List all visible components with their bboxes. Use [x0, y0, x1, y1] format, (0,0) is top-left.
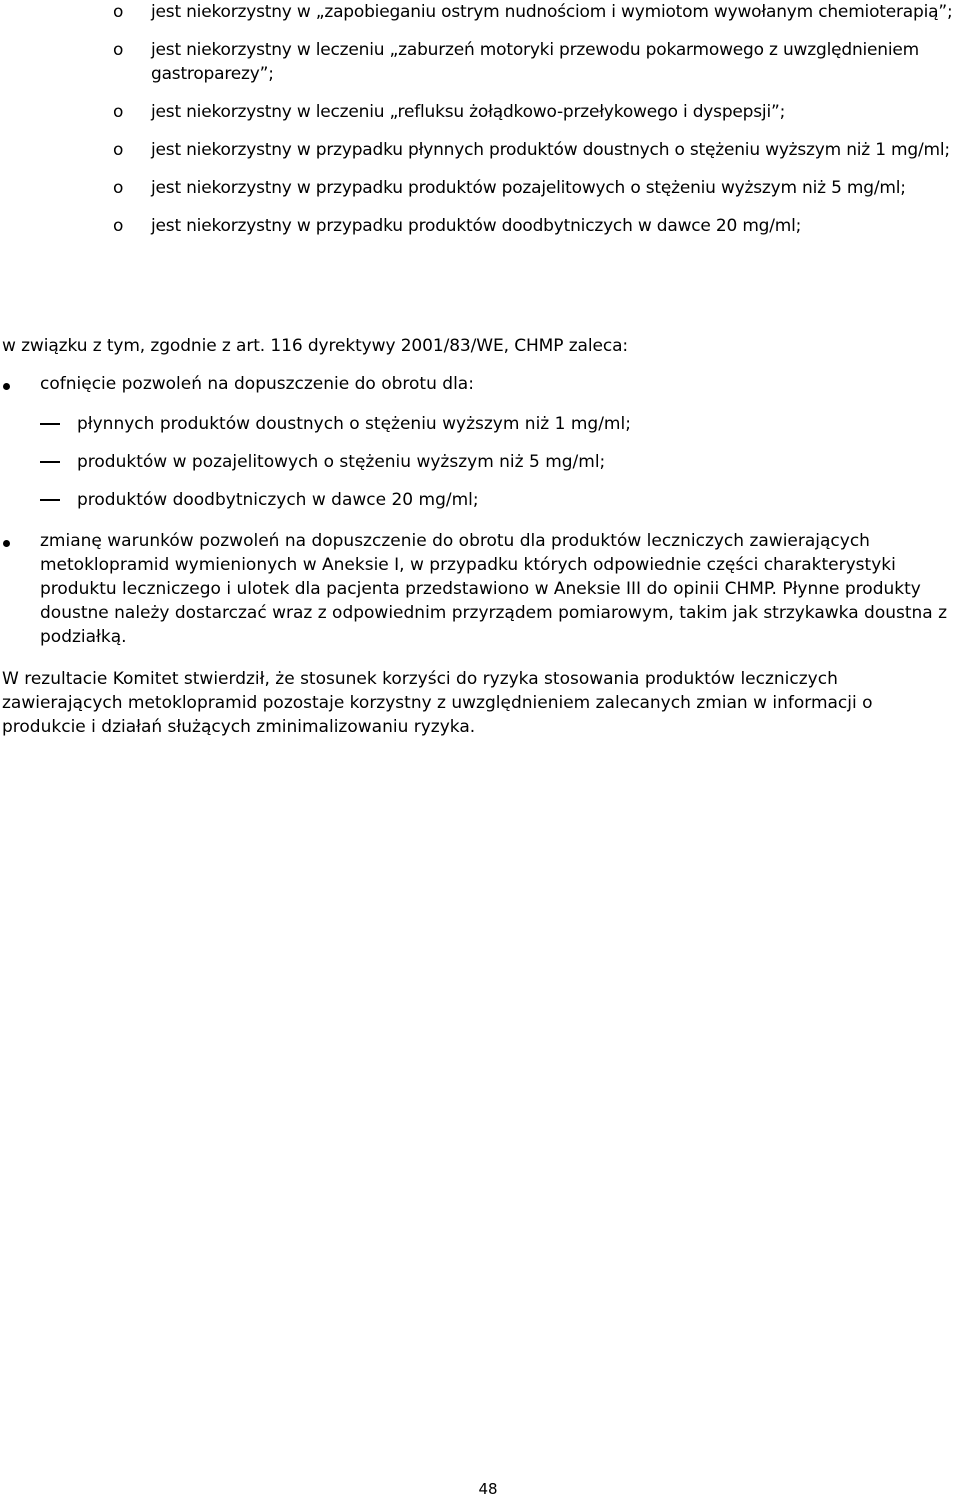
- list-item-text: jest niekorzystny w przypadku produktów doodbytniczych w dawce 20 mg/ml;: [151, 216, 802, 236]
- list-item-text: produktów w pozajelitowych o stężeniu wyższym niż 5 mg/ml;: [77, 452, 606, 472]
- list-item: [0, 450, 960, 474]
- list-item-text: jest niekorzystny w przypadku płynnych produktów doustnych o stężeniu wyższym niż 1 mg/ml;: [151, 140, 950, 160]
- circle-bullet-icon: o: [113, 102, 124, 122]
- circle-bullet-icon: o: [113, 2, 124, 22]
- list-item-text: cofnięcie pozwoleń na dopuszczenie do obrotu dla:: [40, 374, 474, 394]
- list-item: [0, 0, 960, 24]
- conclusion-paragraph: W rezultacie Komitet stwierdził, że stosunek korzyści do ryzyka stosowania produktów leczniczych zawierających metoklopramid pozostaje korzystny z uwzględnieniem zalecanych zmian w informacji o produkcie i działań służących zminimalizowaniu ryzyka.: [2, 669, 873, 737]
- circle-bullet-list: [0, 0, 960, 252]
- list-item: [0, 488, 960, 512]
- circle-bullet-icon: o: [113, 216, 124, 236]
- dash-bullet-icon: [40, 423, 60, 425]
- circle-bullet-icon: o: [113, 40, 124, 60]
- list-item: [0, 100, 960, 124]
- dash-bullet-icon: [40, 499, 60, 501]
- list-item: [0, 214, 960, 238]
- list-item: [0, 529, 960, 649]
- disc-bullet-icon: [3, 383, 10, 390]
- bullet-list-first: [0, 372, 960, 396]
- circle-bullet-icon: o: [113, 178, 124, 198]
- list-item-text: jest niekorzystny w leczeniu „zaburzeń motoryki przewodu pokarmowego z uwzględnieniem gastroparezy”;: [151, 40, 920, 84]
- list-item-text: zmianę warunków pozwoleń na dopuszczenie do obrotu dla produktów leczniczych zawierających metoklopramid wymienionych w Aneksie I, w przypadku których odpowiednie części charakterystyki produktu leczniczego i ulotek dla pacjenta przedstawiono w Aneksie III do opinii CHMP. Płynne produkty doustne należy dostarczać wraz z odpowiednim przyrządem pomiarowym, takim jak strzykawka doustna z podziałką.: [40, 531, 948, 647]
- disc-bullet-icon: [3, 540, 10, 547]
- list-item-text: jest niekorzystny w „zapobieganiu ostrym nudnościom i wymiotom wywołanym chemioterapią”;: [151, 2, 953, 22]
- list-item: [0, 138, 960, 162]
- dash-list: [0, 412, 960, 526]
- list-item-text: jest niekorzystny w przypadku produktów pozajelitowych o stężeniu wyższym niż 5 mg/ml;: [151, 178, 906, 198]
- dash-bullet-icon: [40, 461, 60, 463]
- list-item: [0, 412, 960, 436]
- list-item-text: jest niekorzystny w leczeniu „refluksu żołądkowo-przełykowego i dyspepsji”;: [151, 102, 786, 122]
- list-item-text: produktów doodbytniczych w dawce 20 mg/ml;: [77, 490, 479, 510]
- recommendation-intro: w związku z tym, zgodnie z art. 116 dyrektywy 2001/83/WE, CHMP zaleca:: [2, 336, 629, 356]
- list-item: [0, 38, 960, 86]
- list-item: [0, 372, 960, 396]
- list-item-text: płynnych produktów doustnych o stężeniu wyższym niż 1 mg/ml;: [77, 414, 631, 434]
- bullet-list-second: [0, 529, 960, 649]
- page-number: 48: [478, 1480, 498, 1498]
- list-item: [0, 176, 960, 200]
- circle-bullet-icon: o: [113, 140, 124, 160]
